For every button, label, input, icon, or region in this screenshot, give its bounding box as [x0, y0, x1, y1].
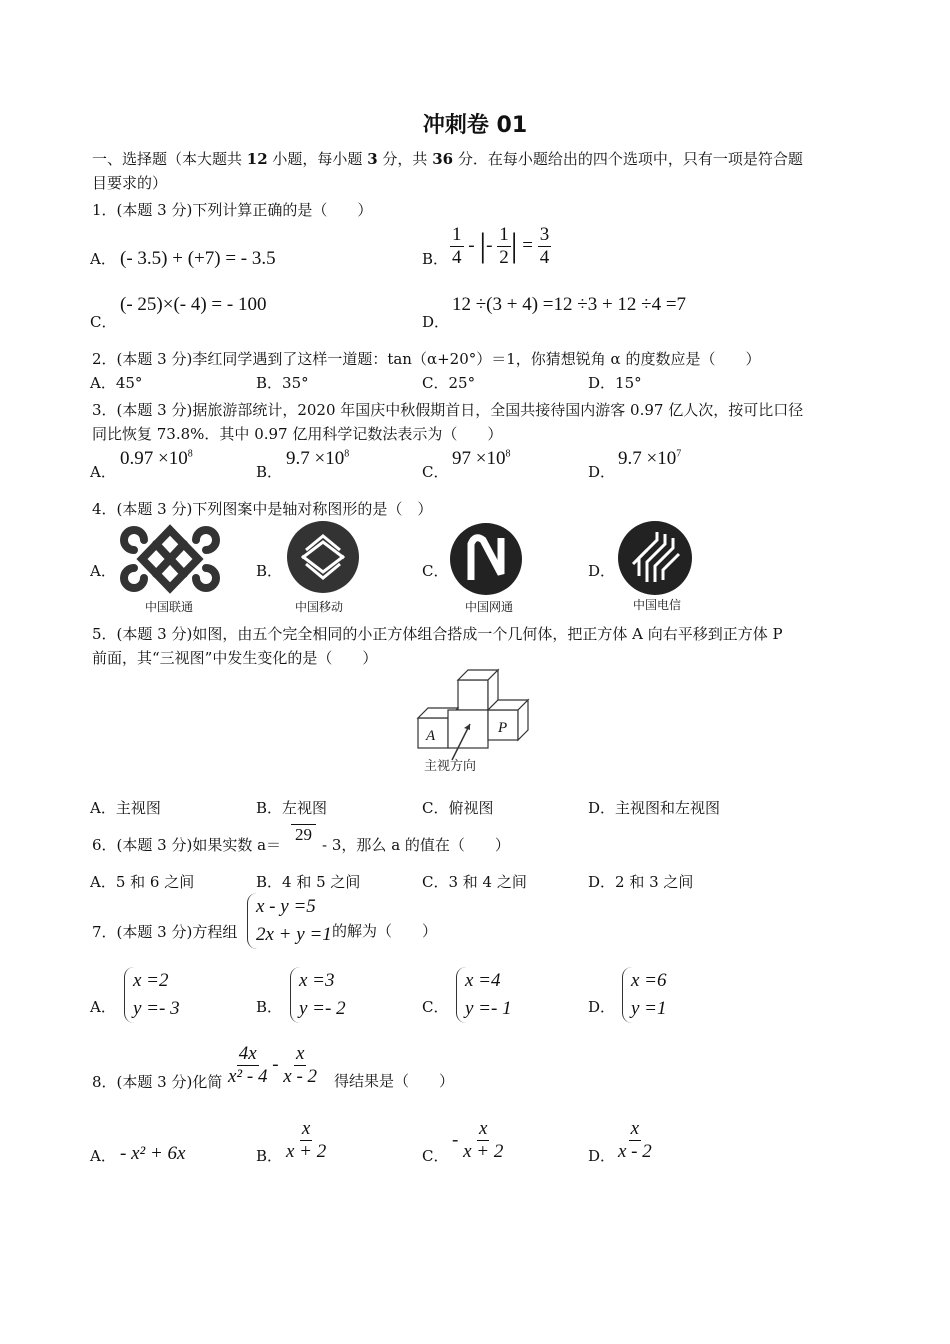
q5-option-c: C．俯视图	[422, 799, 494, 817]
q6-option-a: A．5 和 6 之间	[90, 873, 195, 891]
denominator: x² - 4	[228, 1066, 268, 1087]
china-unicom-logo	[120, 522, 220, 596]
q1-option-d-expr: 12 ÷(3 + 4) =12 ÷3 + 12 ÷4 =7	[452, 294, 687, 315]
q8-option-a-label: A．	[90, 1147, 116, 1165]
cubes-figure	[412, 664, 536, 776]
q8-option-b-expr	[286, 1118, 326, 1163]
numerator: x	[630, 1118, 640, 1139]
base: 9.7 ×10	[286, 448, 345, 469]
fraction	[497, 224, 511, 269]
q1-option-a-expr: (- 3.5) + (+7) = - 3.5	[120, 248, 276, 269]
q7-option-c-sol	[456, 967, 512, 1023]
numerator: 3	[539, 224, 550, 245]
minus-sign: -	[486, 234, 493, 256]
q8-option-c-expr	[452, 1118, 503, 1163]
q3-option-a-expr	[120, 448, 193, 470]
q1-option-b-label: B．	[422, 250, 449, 268]
points-each: 3	[367, 150, 378, 168]
q8-option-d-expr	[618, 1118, 652, 1163]
q8-stem-a: 8．(本题 3 分)化简	[92, 1073, 223, 1091]
denominator: 4	[539, 247, 550, 268]
q1-stem: 1．(本题 3 分)下列计算正确的是（ ）	[92, 201, 373, 219]
q3-option-d-label: D．	[588, 463, 616, 481]
minus-sign: -	[272, 1053, 279, 1075]
denominator: x - 2	[618, 1141, 652, 1162]
sol-y: y =- 1	[465, 998, 512, 1019]
equation-2: 2x + y =1	[256, 924, 332, 945]
q7-stem-b: 的解为（ ）	[332, 922, 438, 940]
denominator: x + 2	[463, 1141, 504, 1162]
section-header	[92, 147, 803, 171]
fraction	[618, 1118, 652, 1163]
q6-stem-text: - 3，那么 a 的值在（ ）	[322, 836, 510, 854]
q6-option-d: D．2 和 3 之间	[588, 873, 694, 891]
section-text: 小题，每小题	[267, 150, 368, 168]
q7-option-d-sol	[622, 967, 667, 1023]
q1-option-b-expr	[450, 224, 551, 269]
equals-sign: =	[522, 234, 533, 256]
base: 0.97 ×10	[120, 448, 188, 469]
q8-stem-b: 得结果是（ ）	[334, 1072, 455, 1090]
q6-option-c: C．3 和 4 之间	[422, 873, 527, 891]
q7-option-a-sol	[124, 967, 180, 1023]
sol-x: x =4	[465, 970, 501, 991]
base: 97 ×10	[452, 448, 506, 469]
q3-stem-line1: 3．(本题 3 分)据旅游部统计，2020 年国庆中秋假期首日，全国共接待国内游客 0.97 亿人次，按可比口径	[92, 401, 804, 419]
q5-stem-line2: 前面，其“三视图”中发生变化的是（ ）	[92, 649, 378, 667]
q4-stem: 4．(本题 3 分)下列图案中是轴对称图形的是（ ）	[92, 500, 433, 518]
q1-option-c-expr: (- 25)×(- 4) = - 100	[120, 294, 267, 315]
sol-y: y =- 3	[133, 998, 180, 1019]
section-header-line2: 目要求的）	[92, 174, 168, 192]
fraction	[286, 1118, 326, 1163]
q7-option-d-label: D．	[588, 998, 616, 1016]
q3-option-c-label: C．	[422, 463, 449, 481]
page-title: 冲刺卷 01	[422, 113, 528, 138]
sqrt-radicand: 29	[291, 824, 316, 844]
sol-x: x =2	[133, 970, 169, 991]
base: 9.7 ×10	[618, 448, 677, 469]
q4-option-d-label: D．	[588, 562, 616, 580]
sol-x: x =3	[299, 970, 335, 991]
q3-option-d-expr	[618, 448, 681, 470]
q3-stem-line2: 同比恢复 73.8%．其中 0.97 亿用科学记数法表示为（ ）	[92, 425, 503, 443]
exponent: 8	[505, 448, 511, 460]
q5-option-a: A．主视图	[90, 799, 161, 817]
q2-option-c: C．25°	[422, 374, 476, 392]
denominator: 4	[452, 247, 462, 268]
china-mobile-caption: 中国移动	[294, 600, 343, 614]
q5-stem-line1: 5．(本题 3 分)如图，由五个完全相同的小正方体组合搭成一个几何体，把正方体 A 向右平移到正方体 P	[92, 625, 783, 643]
denominator: 2	[499, 247, 509, 268]
q7-system	[247, 893, 332, 949]
q2-option-a: A．45°	[90, 374, 143, 392]
q6-stem	[92, 825, 510, 857]
q2-option-d: D．15°	[588, 374, 642, 392]
minus-sign: -	[468, 234, 475, 256]
denominator: x + 2	[286, 1141, 327, 1162]
exponent: 7	[676, 448, 682, 460]
q7-option-a-label: A．	[90, 998, 116, 1016]
china-netcom-caption: 中国网通	[464, 600, 513, 614]
q6-stem-text: 6．(本题 3 分)如果实数 a＝	[92, 836, 282, 854]
china-telecom-caption: 中国电信	[632, 598, 681, 612]
q8-expression	[228, 1043, 317, 1088]
q7-option-c-label: C．	[422, 998, 449, 1016]
q8-option-c-label: C．	[422, 1147, 449, 1165]
equation-1: x - y =5	[256, 896, 316, 917]
q6-option-b: B．4 和 5 之间	[256, 873, 361, 891]
china-unicom-caption: 中国联通	[144, 600, 193, 614]
fraction	[283, 1043, 317, 1088]
q4-option-a-label: A．	[90, 562, 116, 580]
sol-x: x =6	[631, 970, 667, 991]
numerator: 1	[499, 224, 509, 245]
q7-option-b-sol	[290, 967, 346, 1023]
numerator: x	[295, 1043, 305, 1064]
q2-option-b: B．35°	[256, 374, 309, 392]
china-netcom-logo	[449, 522, 523, 596]
numerator: x	[301, 1118, 311, 1139]
section-text: 分．在每小题给出的四个选项中，只有一项是符合题	[453, 150, 803, 168]
numerator: 1	[452, 224, 462, 245]
exponent: 8	[187, 448, 193, 460]
q1-option-a-label: A．	[90, 250, 116, 268]
view-direction-caption: 主视方向	[424, 759, 477, 774]
sol-y: y =- 2	[299, 998, 346, 1019]
fraction	[450, 224, 464, 269]
q1-option-c-label: C．	[90, 313, 117, 331]
minus-sign: -	[452, 1129, 459, 1151]
q3-option-a-label: A．	[90, 463, 116, 481]
q3-option-b-label: B．	[256, 463, 283, 481]
q1-option-d-label: D．	[422, 313, 450, 331]
q4-option-b-label: B．	[256, 562, 283, 580]
cube-a-label: A	[426, 728, 436, 744]
q8-option-d-label: D．	[588, 1147, 616, 1165]
question-count: 12	[246, 150, 268, 168]
section-text: 分，共	[377, 150, 433, 168]
china-telecom-logo	[617, 520, 693, 596]
denominator: x - 2	[283, 1066, 318, 1087]
q4-option-c-label: C．	[422, 562, 449, 580]
numerator: x	[478, 1118, 488, 1139]
section-text: 一、选择题（本大题共	[92, 150, 247, 168]
q3-option-b-expr	[286, 448, 349, 470]
q3-option-c-expr	[452, 448, 510, 470]
fraction	[538, 224, 552, 269]
q5-option-b: B．左视图	[256, 799, 328, 817]
abs-bar: |	[479, 227, 487, 265]
q5-option-d: D．主视图和左视图	[588, 799, 721, 817]
q8-option-b-label: B．	[256, 1147, 283, 1165]
q7-stem-a: 7．(本题 3 分)方程组	[92, 923, 238, 941]
fraction	[228, 1043, 267, 1088]
china-mobile-logo	[286, 520, 360, 594]
q8-option-a-expr: - x² + 6x	[120, 1143, 186, 1164]
sol-y: y =1	[631, 998, 667, 1019]
fraction	[463, 1118, 503, 1163]
cube-p-label: P	[498, 720, 508, 736]
q2-stem: 2．(本题 3 分)李红同学遇到了这样一道题：tan（α+20°）＝1，你猜想锐角 α 的度数应是（ ）	[92, 350, 761, 368]
exponent: 8	[344, 448, 350, 460]
numerator: 4x	[238, 1043, 257, 1064]
points-total: 36	[432, 150, 454, 168]
abs-bar: |	[510, 227, 518, 265]
q7-option-b-label: B．	[256, 998, 283, 1016]
